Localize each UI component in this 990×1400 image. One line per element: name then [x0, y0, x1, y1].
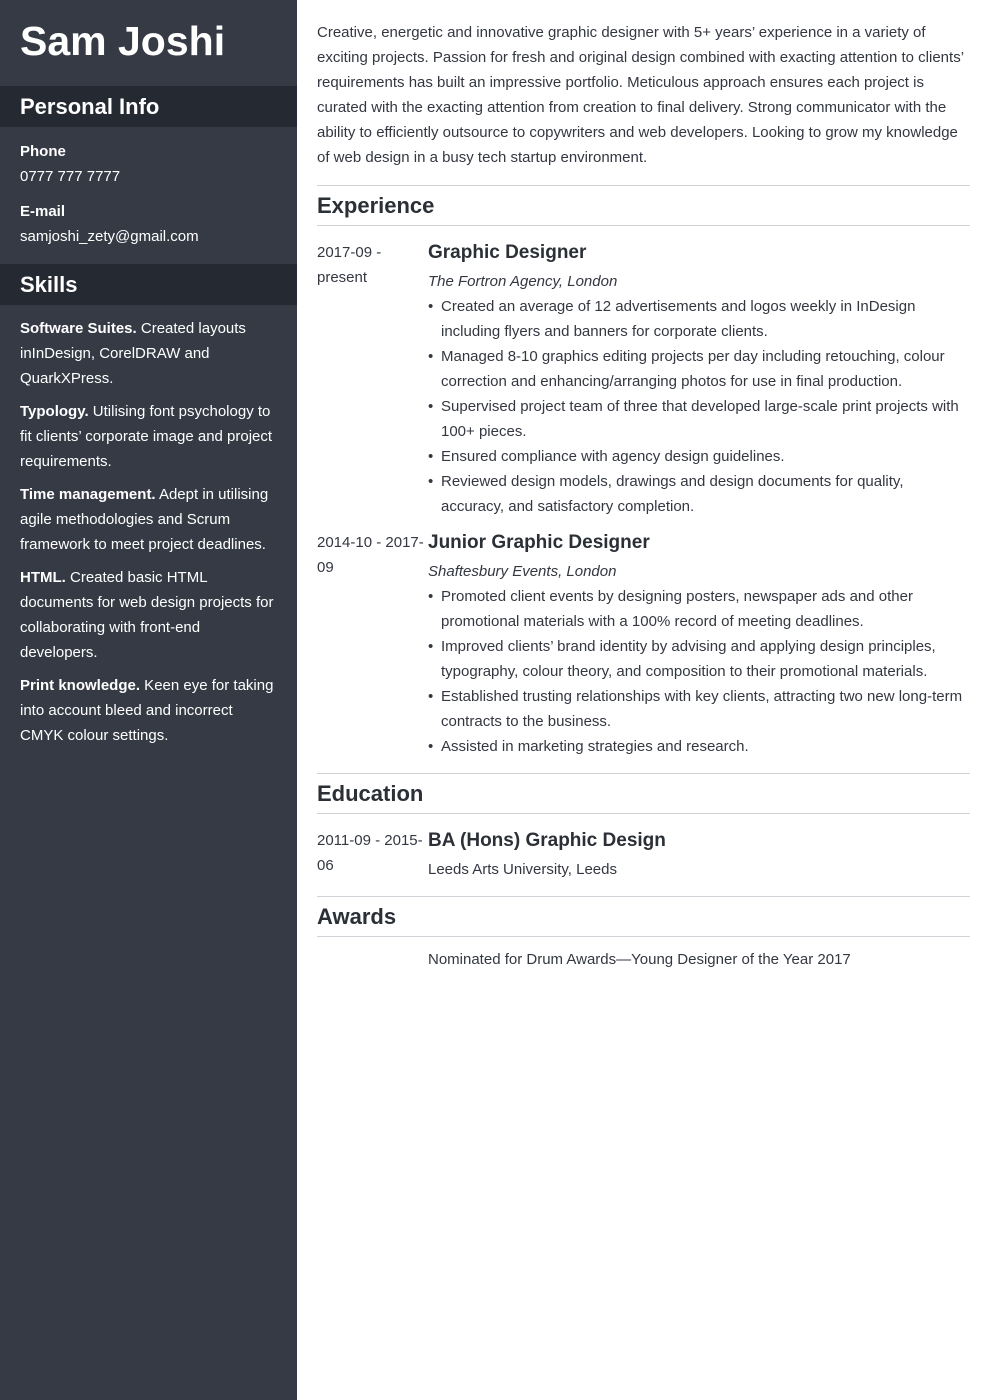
sidebar	[0, 0, 297, 1400]
job-details	[428, 530, 970, 759]
skill-title: Time management.	[20, 486, 156, 503]
skill-text: Utilising font psychology to fit clients’ corporate image and project requirements.	[20, 403, 273, 470]
profile-summary: Creative, energetic and innovative graphic designer with 5+ years’ experience in a variety of exciting projects. Passion for fresh and original design combined with exacting attention to clients’ requirements has built an impressive portfolio. Meticulous approach ensures each project is curated with the exacting attention from creation to final delivery. Strong communicator with the ability to efficiently outsource to copywriters and web developers. Looking to grow my knowledge of web design in a busy tech startup environment.	[317, 24, 964, 166]
skills-heading: Skills	[0, 264, 297, 305]
candidate-name: Sam Joshi	[20, 18, 226, 64]
job-title: Junior Graphic Designer	[428, 532, 650, 553]
email-value: samjoshi_zety@gmail.com	[20, 228, 199, 245]
skill-text: Created layouts inInDesign, CorelDRAW and QuarkXPress.	[20, 320, 246, 387]
skill-text: Adept in utilising agile methodologies and Scrum framework to meet project deadlines.	[20, 486, 269, 553]
skill-item	[20, 399, 277, 474]
job-company: The Fortron Agency, London	[428, 273, 618, 290]
main-content	[297, 0, 990, 1400]
experience-heading: Experience	[317, 185, 970, 226]
job-company: Shaftesbury Events, London	[428, 563, 617, 580]
skill-item	[20, 482, 277, 557]
skills-list	[0, 305, 297, 748]
skill-title: Software Suites.	[20, 320, 137, 337]
email-label: E-mail	[20, 203, 66, 220]
education-dates: 2011-09 - 2015-06	[317, 832, 423, 874]
bullet-item: • Promoted client events by designing posters, newspaper ads and other promotional materials with a 100% record of meeting deadlines.	[428, 584, 970, 634]
education-details	[428, 828, 970, 882]
education-heading: Education	[317, 773, 970, 814]
job-title: Graphic Designer	[428, 242, 587, 263]
school-name: Leeds Arts University, Leeds	[428, 861, 617, 878]
job-details	[428, 240, 970, 519]
job-bullets	[428, 584, 970, 759]
bullet-item: • Improved clients’ brand identity by advising and applying design principles, typography, colour theory, and composition to their promotional materials.	[428, 634, 970, 684]
awards-heading: Awards	[317, 896, 970, 937]
bullet-item: • Established trusting relationships with key clients, attracting two new long-term contracts to the business.	[428, 684, 970, 734]
phone-label: Phone	[20, 143, 66, 160]
education-entry	[317, 814, 970, 882]
bullet-item: • Created an average of 12 advertisements and logos weekly in InDesign including flyers and banners for corporate clients.	[428, 294, 970, 344]
skill-title: Print knowledge.	[20, 677, 141, 694]
personal-info-heading: Personal Info	[0, 86, 297, 127]
bullet-item: • Assisted in marketing strategies and research.	[428, 734, 970, 759]
award-entry	[317, 937, 970, 972]
skill-text: Created basic HTML documents for web design projects for collaborating with front-end developers.	[20, 569, 274, 661]
bullet-item: • Reviewed design models, drawings and design documents for quality, accuracy, and satisfactory completion.	[428, 469, 970, 519]
job-dates: 2017-09 - present	[317, 244, 382, 286]
bullet-item: • Ensured compliance with agency design guidelines.	[428, 444, 970, 469]
degree-title: BA (Hons) Graphic Design	[428, 830, 666, 851]
skill-text: Keen eye for taking into account bleed and incorrect CMYK colour settings.	[20, 677, 274, 744]
skill-item	[20, 565, 277, 665]
phone-value: 0777 777 7777	[20, 168, 121, 185]
job-entry	[317, 519, 970, 759]
skill-item	[20, 316, 277, 391]
job-dates: 2014-10 - 2017-09	[317, 534, 424, 576]
contact-info	[0, 127, 297, 264]
job-bullets	[428, 294, 970, 519]
award-text: Nominated for Drum Awards—Young Designer of the Year 2017	[428, 951, 851, 968]
bullet-item: • Managed 8-10 graphics editing projects per day including retouching, colour correction and enhancing/arranging photos for use in final production.	[428, 344, 970, 394]
skill-title: HTML.	[20, 569, 66, 586]
skill-title: Typology.	[20, 403, 89, 420]
job-entry	[317, 226, 970, 519]
bullet-item: • Supervised project team of three that developed large-scale print projects with 100+ pieces.	[428, 394, 970, 444]
skill-item	[20, 673, 277, 748]
